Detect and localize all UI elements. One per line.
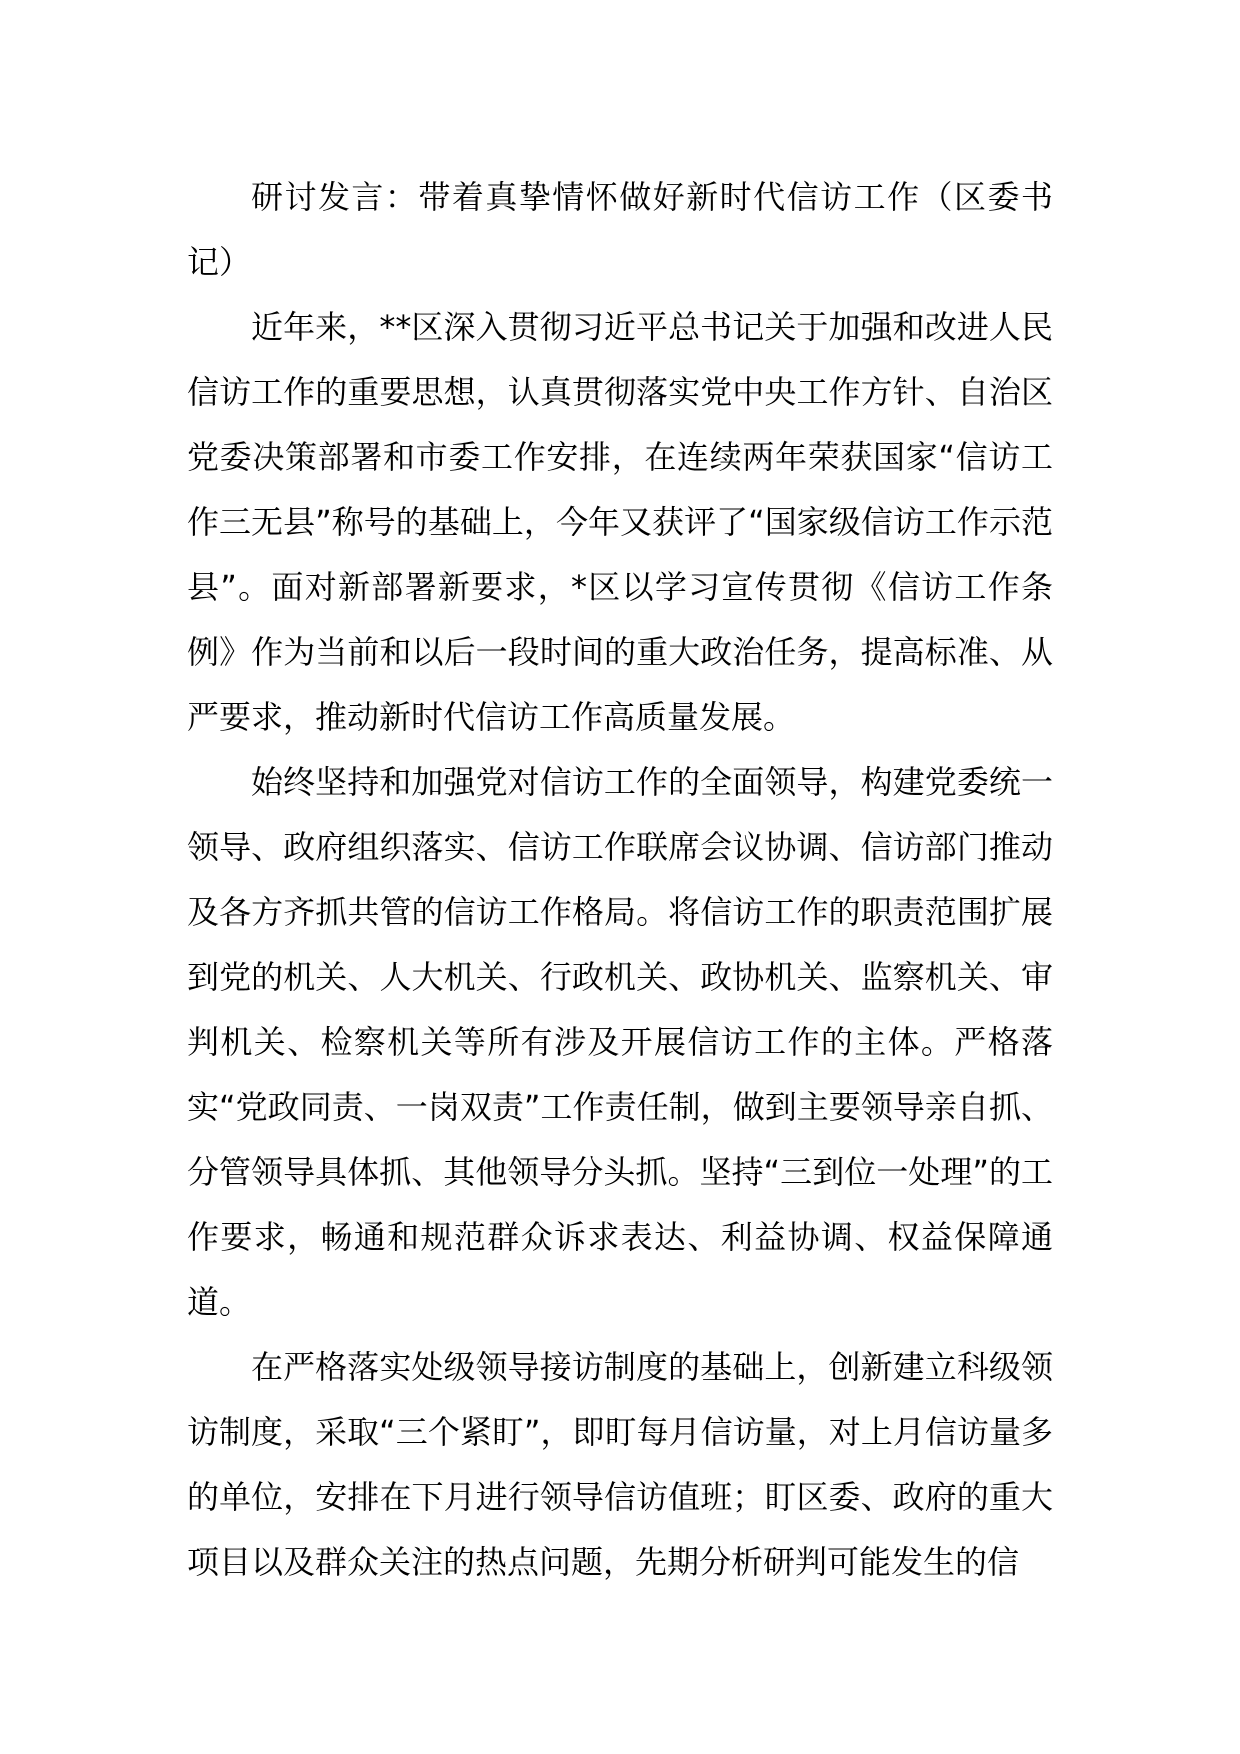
paragraph-intro: 近年来，**区深入贯彻习近平总书记关于加强和改进人民信访工作的重要思想，认真贯彻落实党中央工作方针、自治区党委决策部署和市委工作安排，在连续两年荣获国家“信访工作三无县”称号的基础上，今年又获评了“国家级信访工作示范县”。面对新部署新要求，*区以学习宣传贯彻《信访工作条例》作为当前和以后一段时间的重大政治任务，提高标准、从严要求，推动新时代信访工作高质量发展。 <box>187 308 1053 736</box>
document-title: 研讨发言：带着真挚情怀做好新时代信访工作（区委书记） <box>187 178 1053 281</box>
paragraph-leader-reception: 在严格落实处级领导接访制度的基础上，创新建立科级领访制度，采取“三个紧盯”，即盯每月信访量，对上月信访量多的单位，安排在下月进行领导信访值班；盯区委、政府的重大项目以及群众关注的热点问题，先期分析研判可能发生的信 <box>187 1348 1053 1581</box>
paragraph-party-leadership: 始终坚持和加强党对信访工作的全面领导，构建党委统一领导、政府组织落实、信访工作联席会议协调、信访部门推动及各方齐抓共管的信访工作格局。将信访工作的职责范围扩展到党的机关、人大机关、行政机关、政协机关、监察机关、审判机关、检察机关等所有涉及开展信访工作的主体。严格落实“党政同责、一岗双责”工作责任制，做到主要领导亲自抓、分管领导具体抓、其他领导分头抓。坚持“三到位一处理”的工作要求，畅通和规范群众诉求表达、利益协调、权益保障通道。 <box>187 763 1053 1321</box>
document-body <box>187 165 1053 1595</box>
